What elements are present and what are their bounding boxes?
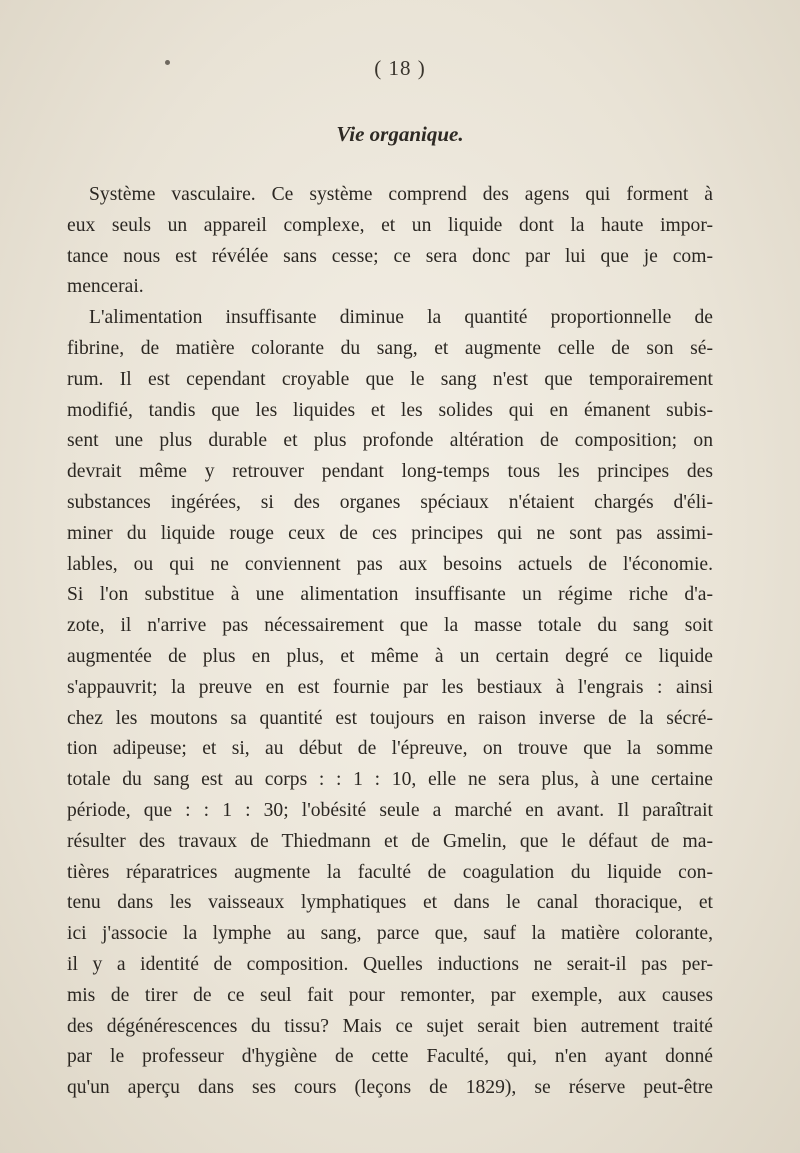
text-line: miner du liquide rouge ceux de ces principes qui ne sont pas assimi- [67,522,713,544]
text-line: L'alimentation insuffisante diminue la quantité proportionnelle de [89,307,713,329]
text-line: tenu dans les vaisseaux lymphatiques et dans le canal thoracique, et [67,892,713,914]
text-line: s'appauvrit; la preuve en est fournie par les bestiaux à l'engrais : ainsi [67,676,713,698]
text-line: mencerai. [67,276,144,298]
text-line: ici j'associe la lymphe au sang, parce que, sauf la matière colorante, [67,923,713,945]
text-line: modifié, tandis que les liquides et les solides qui en émanent subis- [67,399,713,421]
text-line: résulter des travaux de Thiedmann et de Gmelin, que le défaut de ma- [67,830,713,852]
text-line: période, que : : 1 : 30; l'obésité seule a marché en avant. Il paraîtrait [67,799,713,821]
text-line: Système vasculaire. Ce système comprend des agens qui forment à [89,184,713,205]
text-line: lables, ou qui ne conviennent pas aux besoins actuels de l'économie. [67,553,713,575]
text-line: des dégénérescences du tissu? Mais ce sujet serait bien autrement traité [67,1015,713,1037]
text-line: mis de tirer de ce seul fait pour remonter, par exemple, aux causes [67,984,713,1006]
page-number: ( 18 ) [374,56,426,80]
section-heading: Vie organique. [336,122,464,146]
text-line: totale du sang est au corps : : 1 : 10, elle ne sera plus, à une certaine [67,769,713,791]
text-line: Si l'on substitue à une alimentation insuffisante un régime riche d'a- [67,584,713,606]
text-line: tion adipeuse; et si, au début de l'épreuve, on trouve que la somme [67,738,713,760]
text-line: rum. Il est cependant croyable que le sang n'est que temporairement [67,368,713,390]
text-line: tières réparatrices augmente la faculté de coagulation du liquide con- [67,861,713,883]
text-line: il y a identité de composition. Quelles inductions ne serait-il pas per- [67,953,713,975]
body-text [67,180,713,1104]
text-line: eux seuls un appareil complexe, et un liquide dont la haute impor- [67,214,713,236]
text-line: sent une plus durable et plus profonde altération de composition; on [67,430,713,452]
text-line: zote, il n'arrive pas nécessairement que la masse totale du sang soit [67,615,713,637]
text-line: chez les moutons sa quantité est toujours en raison inverse de la sécré- [67,707,713,729]
text-line: qu'un aperçu dans ses cours (leçons de 1829), se réserve peut-être [67,1077,713,1099]
text-line: fibrine, de matière colorante du sang, et augmente celle de son sé- [67,337,713,359]
text-line: tance nous est révélée sans cesse; ce sera donc par lui que je com- [67,245,713,267]
text-line: augmentée de plus en plus, et même à un certain degré ce liquide [67,645,713,667]
text-line: devrait même y retrouver pendant long-temps tous les principes des [67,461,713,483]
text-line: par le professeur d'hygiène de cette Faculté, qui, n'en ayant donné [67,1046,713,1068]
text-line: substances ingérées, si des organes spéciaux n'étaient chargés d'éli- [67,491,713,513]
